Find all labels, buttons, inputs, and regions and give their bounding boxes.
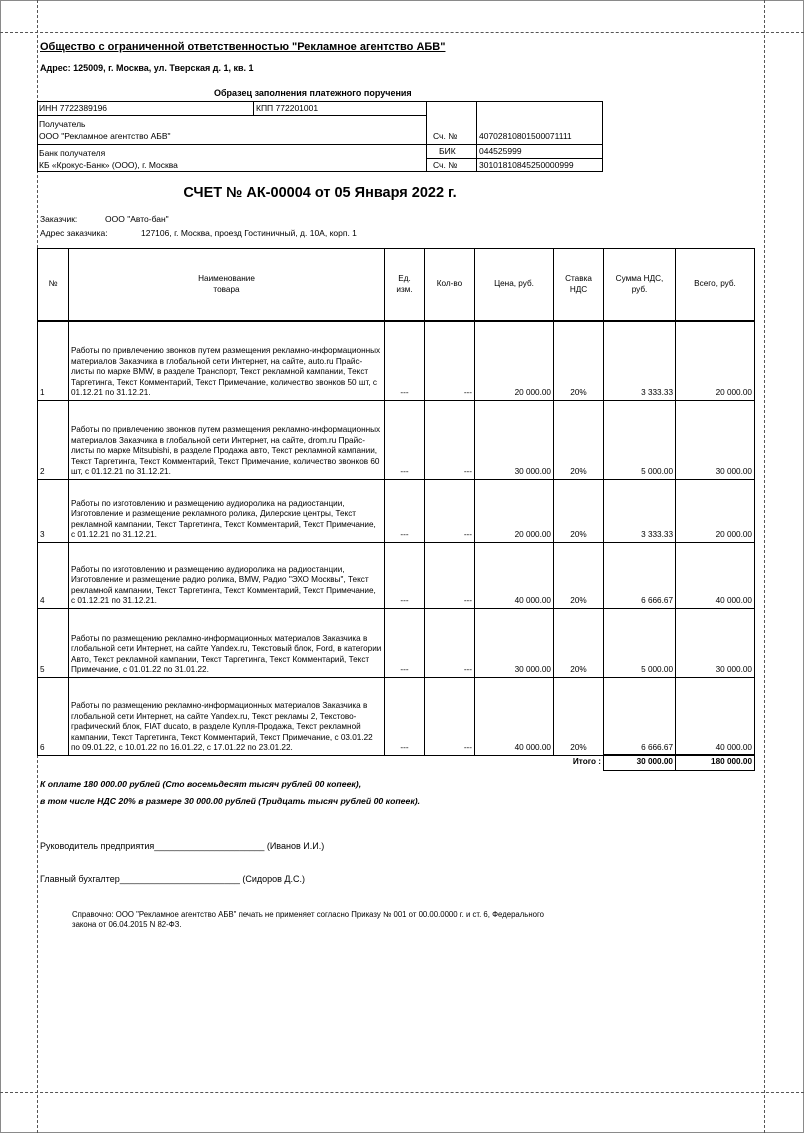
corr-account: 30101810845250000999 — [479, 160, 574, 170]
row-qty: --- — [425, 608, 475, 677]
col-header-vat: Сумма НДС, руб. — [604, 249, 676, 322]
invoice-items-table — [37, 248, 755, 771]
row-rate: 20% — [554, 479, 604, 542]
inn: ИНН 7722389196 — [39, 103, 108, 113]
bik: 044525999 — [479, 146, 522, 156]
row-total: 20 000.00 — [676, 321, 755, 400]
row-unit: --- — [385, 321, 425, 400]
customer-name: ООО "Авто-бан" — [105, 214, 169, 224]
table-row — [38, 479, 755, 542]
col-header-total: Всего, руб. — [676, 249, 755, 322]
row-unit: --- — [385, 400, 425, 479]
row-qty: --- — [425, 479, 475, 542]
row-vat: 3 333.33 — [604, 321, 676, 400]
row-qty: --- — [425, 677, 475, 755]
account-number: 40702810801500071111 — [479, 131, 572, 141]
row-price: 40 000.00 — [475, 677, 554, 755]
row-num: 6 — [38, 677, 69, 755]
row-name: Работы по размещению рекламно-информационных материалов Заказчика в глобальной сети Интернет, на сайте Yandex.ru, Текст рекламы 2, Текстово-графический блок, FIAT ducato, в разделе Купля-Продажа, Текст рекламной кампании, Текст Таргетинга, Текст Комментарий, Текст Примечание, с 03.01.22 по 09.01.22, с 10.01.22 по 16.01.22, с 17.01.22 по 23.01.22. — [69, 677, 385, 755]
row-name: Работы по изготовлению и размещению аудиоролика на радиостанции, Изготовление и размещение рекламного ролика, Дилерские центры, Текст рекламной кампании, Текст Таргетинга, Текст Комментарий, Текст Примечание, с 01.12.21 по 31.12.21. — [69, 479, 385, 542]
row-vat: 6 666.67 — [604, 677, 676, 755]
col-header-name: Наименование товара — [69, 249, 385, 322]
totals-label: Итого : — [572, 757, 601, 767]
row-rate: 20% — [554, 677, 604, 755]
director-signature: Руководитель предприятия______________________ (Иванов И.И.) — [40, 841, 325, 851]
margin-guide-top — [0, 32, 804, 33]
recipient-label: Получатель — [39, 119, 86, 129]
accountant-signature: Главный бухгалтер________________________ (Сидоров Д.С.) — [40, 874, 305, 884]
row-price: 30 000.00 — [475, 608, 554, 677]
col-header-unit: Ед. изм. — [385, 249, 425, 322]
corr-account-label: Сч. № — [433, 160, 458, 170]
payment-summary-line1: К оплате 180 000.00 рублей (Сто восемьдесят тысяч рублей 00 копеек), — [40, 779, 362, 789]
table-row — [38, 542, 755, 608]
row-price: 20 000.00 — [475, 479, 554, 542]
totals-vat: 30 000.00 — [604, 755, 676, 771]
totals-total: 180 000.00 — [676, 755, 755, 771]
totals-row — [38, 755, 755, 771]
row-name: Работы по привлечению звонков путем размещения рекламно-информационных материалов Заказчика в глобальной сети Интернет, на сайте, auto.ru Прайс-листы по марке BMW, в разделе Транспорт, Текст рекламной кампании, Текст Таргетинга, Текст Комментарий, Текст Примечание, количество звонков 50 шт, с 01.12.21 по 31.12.21. — [69, 321, 385, 400]
payment-sample-title: Образец заполнения платежного поручения — [214, 88, 412, 98]
customer-address: 127106, г. Москва, проезд Гостиничный, д. 10А, корп. 1 — [141, 228, 357, 238]
row-total: 40 000.00 — [676, 542, 755, 608]
row-num: 2 — [38, 400, 69, 479]
row-rate: 20% — [554, 321, 604, 400]
bank-name: КБ «Крокус-Банк» (ООО), г. Москва — [39, 160, 178, 170]
bik-label: БИК — [439, 146, 456, 156]
kpp: КПП 772201001 — [256, 103, 319, 113]
table-row — [38, 321, 755, 400]
row-total: 40 000.00 — [676, 677, 755, 755]
row-price: 40 000.00 — [475, 542, 554, 608]
row-price: 20 000.00 — [475, 321, 554, 400]
bank-label: Банк получателя — [39, 148, 106, 158]
table-header-row — [38, 249, 755, 322]
org-address: Адрес: 125009, г. Москва, ул. Тверская д. 1, кв. 1 — [40, 63, 254, 73]
row-name: Работы по размещению рекламно-информационных материалов Заказчика в глобальной сети Интернет, на сайте Yandex.ru, Текстовый блок, Ford, в категории Авто, Текст рекламной кампании, Текст Таргетинга, Текст Комментарий, Текст Примечание, с 01.01.22 по 31.01.22. — [69, 608, 385, 677]
bank-details-table — [37, 101, 603, 172]
customer-label: Заказчик: — [40, 214, 78, 224]
row-price: 30 000.00 — [475, 400, 554, 479]
invoice-title: СЧЕТ № АК-00004 от 05 Января 2022 г. — [183, 185, 457, 201]
row-rate: 20% — [554, 542, 604, 608]
row-rate: 20% — [554, 608, 604, 677]
row-name: Работы по привлечению звонков путем размещения рекламно-информационных материалов Заказчика в глобальной сети Интернет, на сайте, drom.ru Прайс-листы по марке Mitsubishi, в разделе Продажа авто, Текст рекламной кампании, Текст Таргетинга, Текст Комментарий, Текст Примечание, количество звонков 60 шт, с 01.12.21 по 31.12.21. — [69, 400, 385, 479]
row-unit: --- — [385, 542, 425, 608]
row-rate: 20% — [554, 400, 604, 479]
row-qty: --- — [425, 542, 475, 608]
row-vat: 6 666.67 — [604, 542, 676, 608]
table-row — [38, 400, 755, 479]
margin-guide-right — [764, 0, 765, 1133]
col-header-price: Цена, руб. — [475, 249, 554, 322]
row-unit: --- — [385, 479, 425, 542]
row-vat: 5 000.00 — [604, 608, 676, 677]
row-total: 20 000.00 — [676, 479, 755, 542]
account-label: Сч. № — [433, 131, 458, 141]
row-vat: 5 000.00 — [604, 400, 676, 479]
row-total: 30 000.00 — [676, 608, 755, 677]
recipient-name: ООО "Рекламное агентство АБВ" — [39, 131, 171, 141]
col-header-qty: Кол-во — [425, 249, 475, 322]
reference-note: Справочно: ООО "Рекламное агентство АБВ" печать не применяет согласно Приказу № 001 от 00.00.0000 г. и ст. 6, Федерального закона от 06.04.2015 N 82-ФЗ. — [72, 910, 545, 929]
row-name: Работы по изготовлению и размещению аудиоролика на радиостанции, Изготовление и размещение радио ролика, BMW, Радио "ЭХО Москвы", Текст рекламной кампании, Текст Таргетинга, Текст Комментарий, Текст Примечание, с 01.12.21 по 31.12.21. — [69, 542, 385, 608]
row-num: 1 — [38, 321, 69, 400]
row-num: 4 — [38, 542, 69, 608]
col-header-num: № — [38, 249, 69, 322]
margin-guide-bottom — [0, 1092, 804, 1093]
row-total: 30 000.00 — [676, 400, 755, 479]
table-row — [38, 677, 755, 755]
row-qty: --- — [425, 400, 475, 479]
row-unit: --- — [385, 608, 425, 677]
row-num: 3 — [38, 479, 69, 542]
org-name: Общество с ограниченной ответственностью "Рекламное агентство АБВ" — [40, 41, 446, 53]
row-qty: --- — [425, 321, 475, 400]
payment-summary-line2: в том числе НДС 20% в размере 30 000.00 рублей (Тридцать тысяч рублей 00 копеек). — [40, 796, 421, 806]
row-vat: 3 333.33 — [604, 479, 676, 542]
row-num: 5 — [38, 608, 69, 677]
customer-address-label: Адрес заказчика: — [40, 228, 108, 238]
table-row — [38, 608, 755, 677]
row-unit: --- — [385, 677, 425, 755]
col-header-rate: Ставка НДС — [554, 249, 604, 322]
